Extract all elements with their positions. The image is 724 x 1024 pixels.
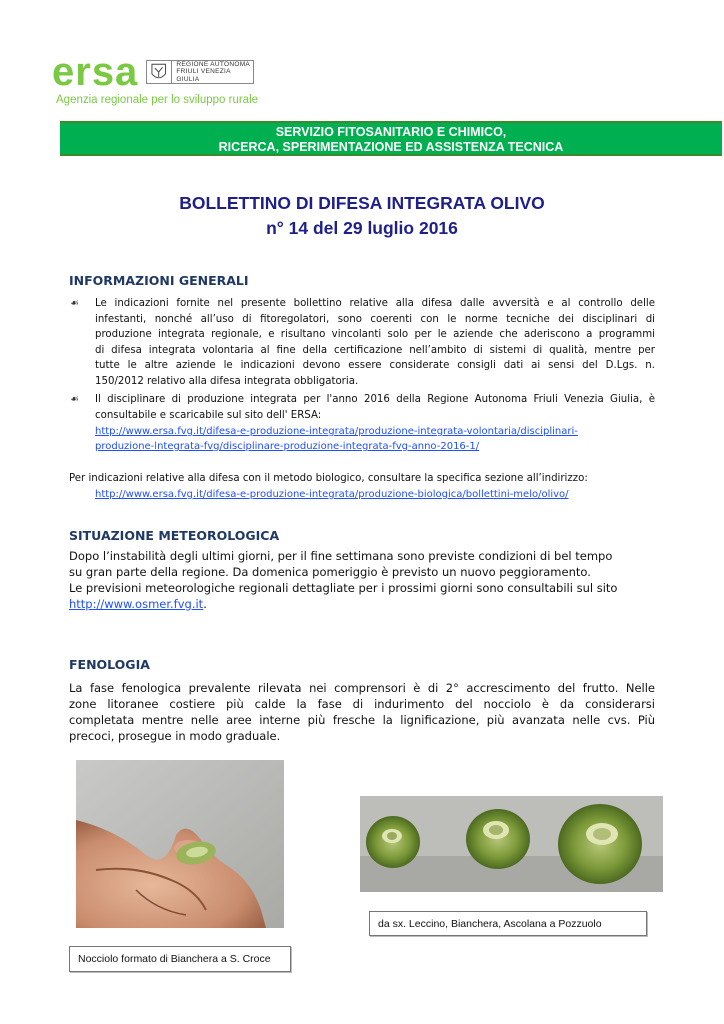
disciplinare-link-part-1[interactable]: http://www.ersa.fvg.it/difesa-e-produzione-integrata/produzione-integrata-volontaria/disciplinari- — [95, 426, 578, 437]
heading-weather: SITUAZIONE METEOROLOGICA — [69, 528, 280, 543]
logo-tagline: Agenzia regionale per lo sviluppo rurale — [56, 94, 259, 106]
disciplinare-link-part-2[interactable]: produzione-lntegrata-fvg/disciplinare-produzione-integrata-fvg-anno-2016-1/ — [95, 441, 480, 452]
ersa-logo — [52, 50, 262, 110]
caption-olive-stone: Nocciolo formato di Bianchera a S. Croce — [69, 946, 291, 972]
biological-bulletin-link[interactable]: http://www.ersa.fvg.it/difesa-e-produzione-integrata/produzione-biologica/bollettini-melo/olivo/ — [95, 489, 569, 500]
service-banner — [60, 121, 722, 156]
bullet-icon: ☙ — [70, 394, 79, 405]
logo-wordmark: ersa — [52, 50, 139, 94]
document-subtitle: n° 14 del 29 luglio 2016 — [266, 218, 458, 238]
banner-line-2: RICERCA, SPERIMENTAZIONE ED ASSISTENZA TECNICA — [218, 140, 564, 154]
document-title: BOLLETTINO DI DIFESA INTEGRATA OLIVO — [179, 193, 545, 213]
region-emblem-icon — [150, 62, 167, 82]
bullet-icon: ☙ — [70, 298, 79, 309]
badge-line-2: FRIULI VENEZIA GIULIA — [176, 68, 231, 83]
osmer-link[interactable]: http://www.osmer.fvg.it — [69, 597, 204, 611]
general-paragraph-1: Le indicazioni fornite nel presente bollettino relative alla difesa dalle avversità e al controllo delle infestanti, nonché all’uso di fitoregolatori, sono coerenti con le norme tecniche dei disciplinari di produzione integrata regionale, e risultano vincolanti solo per le aziende che aderiscono a programmi di difesa integrata volontaria al fine della certificazione nell’ambito di sistemi di qualità, mentre per tutte le altre aziende le indicazioni devono essere considerate consigli dati ai sensi del D.Lgs. n. 150/2012 relativo alla difesa integrata obbligatoria. — [95, 298, 655, 387]
heading-phenology: FENOLOGIA — [69, 657, 150, 672]
biological-info-text: Per indicazioni relative alla difesa con il metodo biologico, consultare la specifica sezione all’indirizzo: — [69, 473, 588, 484]
badge-line-1: REGIONE AUTONOMA — [176, 60, 251, 68]
heading-general-info: INFORMAZIONI GENERALI — [69, 273, 249, 288]
region-badge — [146, 60, 254, 84]
weather-paragraph: Dopo l’instabilità degli ultimi giorni, per il fine settimana sono previste condizioni di bel tempo su gran parte della regione. Da domenica pomeriggio è previsto un nuovo peggioramento. Le previsioni meteorologiche regionali dettagliate per i prossimi giorni sono consultabili sul sito http://www.osmer.fvg.it. — [69, 549, 618, 611]
general-paragraph-2: Il disciplinare di produzione integrata per l'anno 2016 della Regione Autonoma Friuli Venezia Giulia, è consultabile e scaricabile sul sito dell' ERSA: — [95, 394, 655, 421]
olive-varieties-photo — [360, 796, 663, 892]
caption-olive-varieties: da sx. Leccino, Bianchera, Ascolana a Pozzuolo — [369, 911, 647, 936]
banner-line-1: SERVIZIO FITOSANITARIO E CHIMICO, — [275, 125, 507, 139]
olive-stone-photo — [76, 760, 284, 928]
phenology-paragraph: La fase fenologica prevalente rilevata nei comprensori è di 2° accrescimento del frutto. Nelle zone litoranee costiere più calde la fase di indurimento del nocciolo è da considerarsi completata mentre nelle aree interne più fresche la lignificazione, più avanzata nelle cvs. Più precoci, prosegue in modo graduale. — [69, 681, 655, 743]
